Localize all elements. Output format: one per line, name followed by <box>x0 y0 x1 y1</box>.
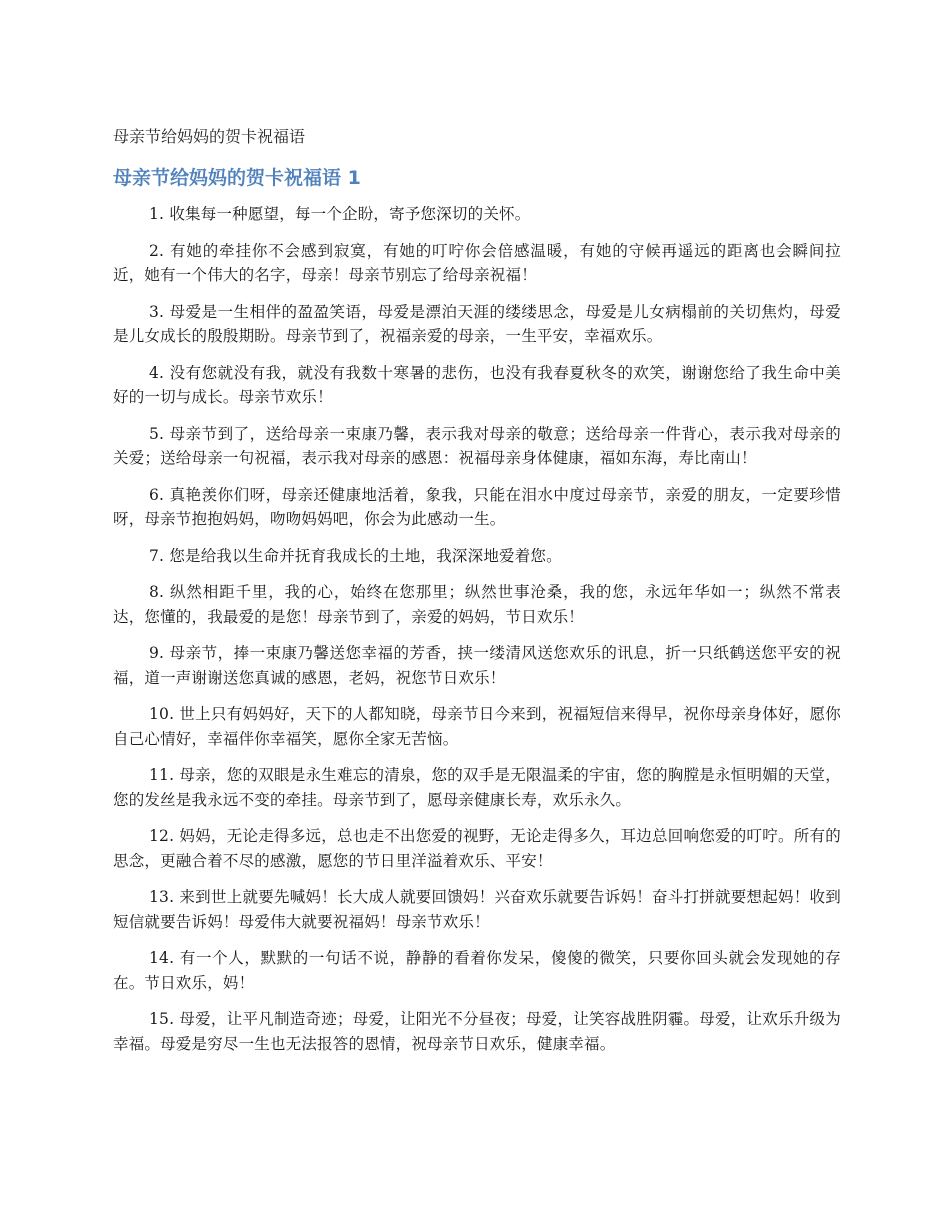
greeting-list <box>113 202 841 1068</box>
list-item: 6. 真艳羡你们呀，母亲还健康地活着，象我，只能在泪水中度过母亲节，亲爱的朋友，一定要珍惜呀，母亲节抱抱妈妈，吻吻妈妈吧，你会为此感动一生。 <box>113 485 841 528</box>
list-item: 7. 您是给我以生命并抚育我成长的土地，我深深地爱着您。 <box>149 546 562 565</box>
list-item: 15. 母爱，让平凡制造奇迹；母爱，让阳光不分昼夜；母爱，让笑容战胜阴霾。母爱，让欢乐升级为幸福。母爱是穷尽一生也无法报答的恩情，祝母亲节日欢乐，健康幸福。 <box>113 1010 841 1053</box>
list-item: 14. 有一个人，默默的一句话不说，静静的看着你发呆，傻傻的微笑，只要你回头就会发现她的存在。节日欢乐，妈！ <box>113 949 841 992</box>
list-item: 2. 有她的牵挂你不会感到寂寞，有她的叮咛你会倍感温暖，有她的守候再遥远的距离也会瞬间拉近，她有一个伟大的名字，母亲！母亲节别忘了给母亲祝福！ <box>113 241 841 284</box>
list-item: 4. 没有您就没有我，就没有我数十寒暑的悲伤，也没有我春夏秋冬的欢笑，谢谢您给了我生命中美好的一切与成长。母亲节欢乐！ <box>113 363 841 406</box>
section-heading: 母亲节给妈妈的贺卡祝福语 1 <box>113 167 361 189</box>
document-title: 母亲节给妈妈的贺卡祝福语 <box>113 127 306 146</box>
list-item: 8. 纵然相距千里，我的心，始终在您那里；纵然世事沧桑，我的您，永远年华如一；纵然不常表达，您懂的，我最爱的是您！母亲节到了，亲爱的妈妈，节日欢乐！ <box>113 583 841 626</box>
list-item: 12. 妈妈，无论走得多远，总也走不出您爱的视野，无论走得多久，耳边总回响您爱的叮咛。所有的思念，更融合着不尽的感激，愿您的节日里洋溢着欢乐、平安！ <box>113 827 841 870</box>
list-item: 10. 世上只有妈妈好，天下的人都知晓，母亲节日今来到，祝福短信来得早，祝你母亲身体好，愿你自己心情好，幸福伴你幸福笑，愿你全家无苦恼。 <box>113 705 841 748</box>
list-item: 11. 母亲，您的双眼是永生难忘的清泉，您的双手是无限温柔的宇宙，您的胸膛是永恒明媚的天堂，您的发丝是我永远不变的牵挂。母亲节到了，愿母亲健康长寿，欢乐永久。 <box>113 766 841 809</box>
list-item: 5. 母亲节到了，送给母亲一束康乃馨，表示我对母亲的敬意；送给母亲一件背心，表示我对母亲的关爱；送给母亲一句祝福，表示我对母亲的感恩：祝福母亲身体健康，福如东海，寿比南山！ <box>113 424 841 467</box>
list-item: 1. 收集每一种愿望，每一个企盼，寄予您深切的关怀。 <box>149 205 531 223</box>
list-item: 3. 母爱是一生相伴的盈盈笑语，母爱是漂泊天涯的缕缕思念，母爱是儿女病榻前的关切焦灼，母爱是儿女成长的殷殷期盼。母亲节到了，祝福亲爱的母亲，一生平安，幸福欢乐。 <box>113 302 841 345</box>
list-item: 9. 母亲节，捧一束康乃馨送您幸福的芳香，挟一缕清风送您欢乐的讯息，折一只纸鹤送您平安的祝福，道一声谢谢送您真诚的感恩，老妈，祝您节日欢乐！ <box>113 644 841 687</box>
list-item: 13. 来到世上就要先喊妈！长大成人就要回馈妈！兴奋欢乐就要告诉妈！奋斗打拼就要想起妈！收到短信就要告诉妈！母爱伟大就要祝福妈！母亲节欢乐！ <box>113 888 841 931</box>
